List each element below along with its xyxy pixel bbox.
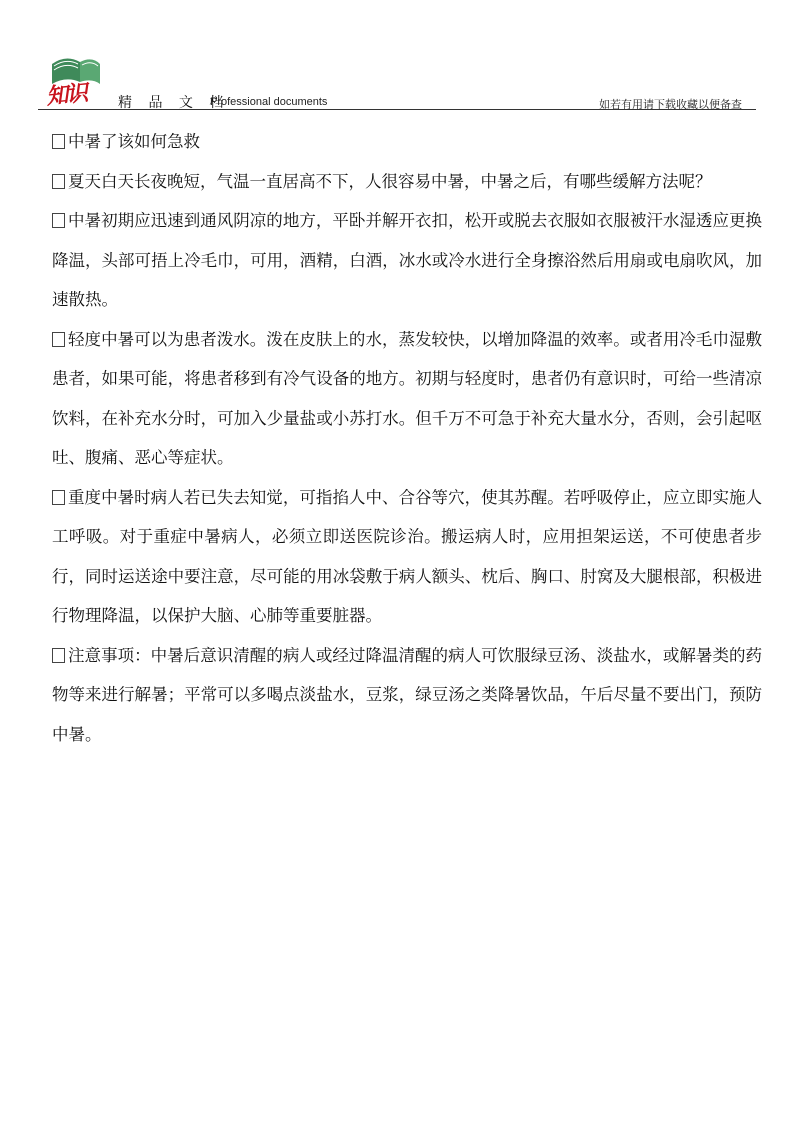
paragraph-4 xyxy=(52,478,762,636)
article-title-text: 中暑了该如何急救 xyxy=(68,132,200,151)
book-logo-icon xyxy=(38,50,108,110)
checkbox-glyph-icon xyxy=(52,648,65,663)
header-divider xyxy=(38,109,756,110)
paragraph-text: 中暑初期应迅速到通风阴凉的地方，平卧并解开衣扣，松开或脱去衣服如衣服被汗水湿透应更换降温，头部可捂上冷毛巾，可用，酒精，白酒，冰水或冷水进行全身擦浴然后用扇或电扇吹风，加速散热。 xyxy=(52,211,762,309)
checkbox-glyph-icon xyxy=(52,174,65,189)
checkbox-glyph-icon xyxy=(52,134,65,149)
header-note: 如若有用请下载收藏以便备查 xyxy=(599,98,742,111)
article-title xyxy=(52,122,762,162)
article-body xyxy=(52,122,762,754)
paragraph-2 xyxy=(52,201,762,320)
page-header xyxy=(38,50,756,110)
paragraph-3 xyxy=(52,320,762,478)
paragraph-1 xyxy=(52,162,762,202)
checkbox-glyph-icon xyxy=(52,490,65,505)
paragraph-text: 轻度中暑可以为患者泼水。泼在皮肤上的水，蒸发较快，以增加降温的效率。或者用冷毛巾湿敷患者，如果可能，将患者移到有冷气设备的地方。初期与轻度时，患者仍有意识时，可给一些清凉饮料，在补充水分时，可加入少量盐或小苏打水。但千万不可急于补充大量水分，否则，会引起呕吐、腹痛、恶心等症状。 xyxy=(52,329,762,467)
paragraph-5 xyxy=(52,636,762,755)
paragraph-text: 夏天白天长夜晚短，气温一直居高不下，人很容易中暑，中暑之后，有哪些缓解方法呢？ xyxy=(68,171,712,191)
paragraph-text: 注意事项：中暑后意识清醒的病人或经过降温清醒的病人可饮服绿豆汤、淡盐水，或解暑类的药物等来进行解暑；平常可以多喝点淡盐水，豆浆，绿豆汤之类降暑饮品，午后尽量不要出门，预防中暑。 xyxy=(52,645,762,744)
checkbox-glyph-icon xyxy=(52,332,65,347)
paragraph-text: 重度中暑时病人若已失去知觉，可指掐人中、合谷等穴，使其苏醒。若呼吸停止，应立即实施人工呼吸。对于重症中暑病人，必须立即送医院诊治。搬运病人时，应用担架运送，不可使患者步行，同时运送途中要注意，尽可能的用冰袋敷于病人额头、枕后、胸口、肘窝及大腿根部，积极进行物理降温，以保护大脑、心肺等重要脏器。 xyxy=(52,487,762,625)
header-subtitle: Professional documents xyxy=(210,96,328,108)
logo-text: 知识 xyxy=(44,79,88,111)
header-title: 精 品 文 档 xyxy=(118,95,230,111)
checkbox-glyph-icon xyxy=(52,213,65,228)
